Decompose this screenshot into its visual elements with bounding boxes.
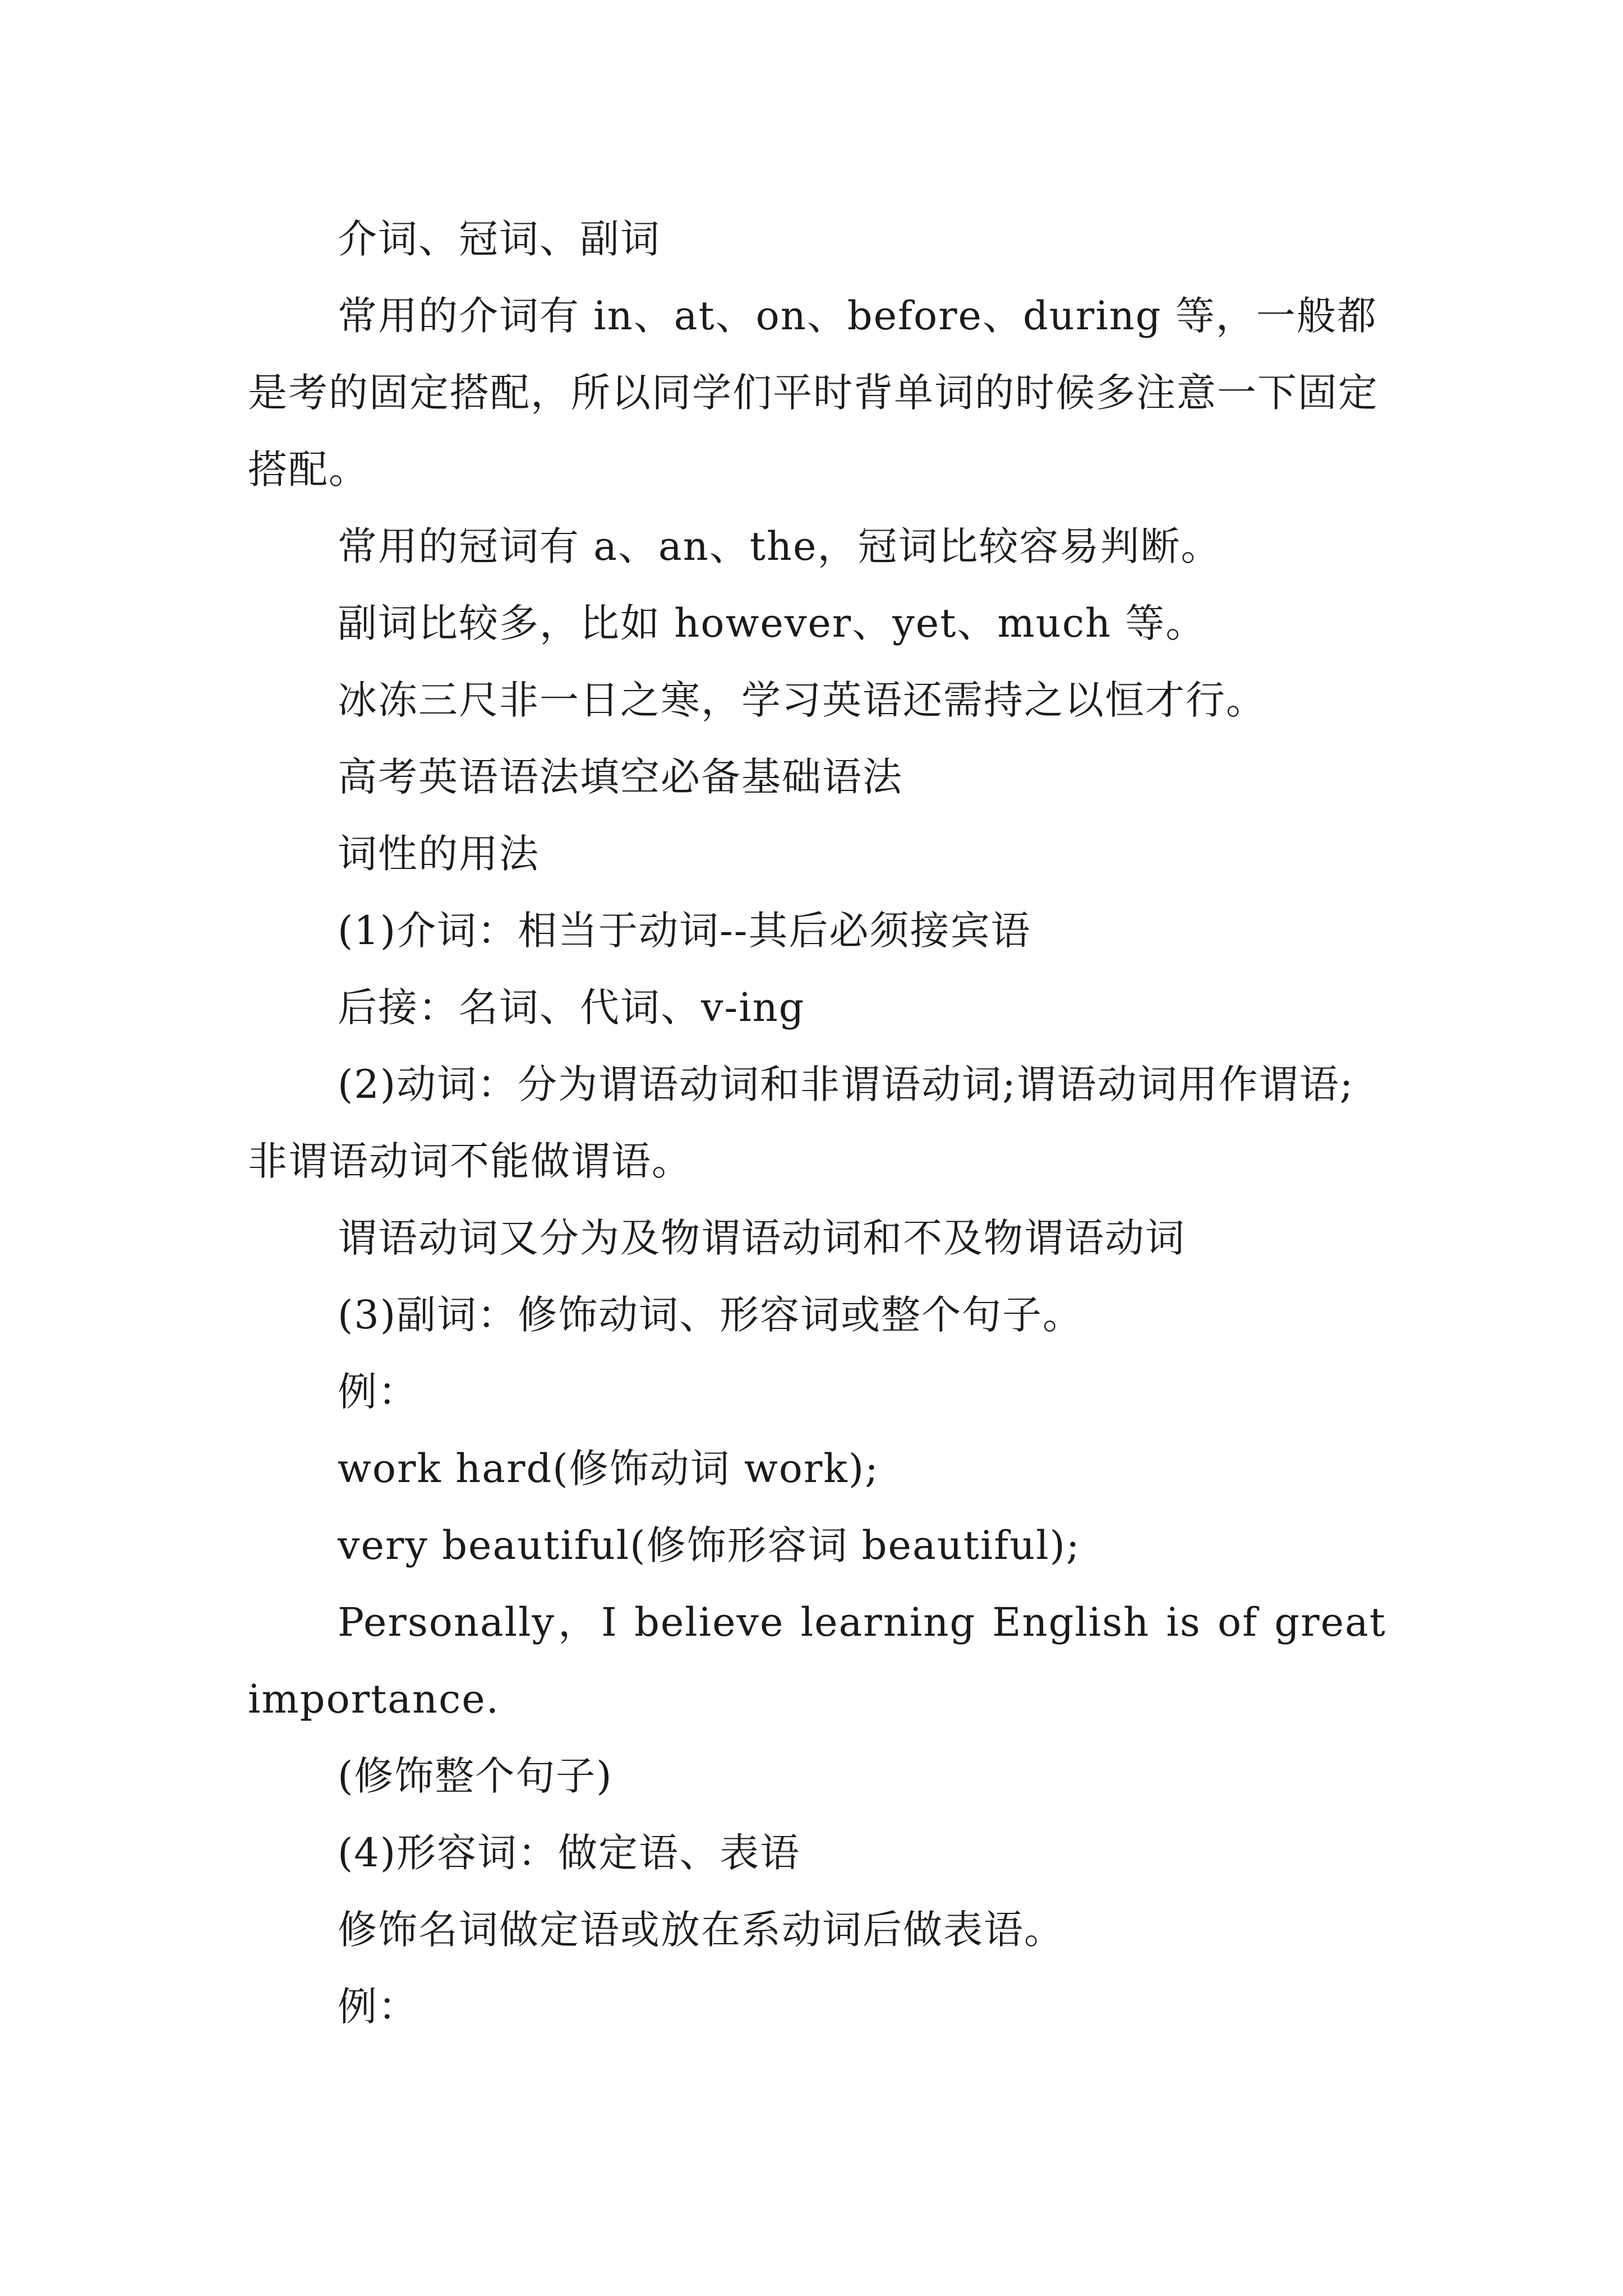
item-verb: (2)动词：分为谓语动词和非谓语动词;谓语动词用作谓语;非谓语动词不能做谓语。 <box>248 1061 1354 1184</box>
example-label-adverb: 例： <box>338 1369 418 1415</box>
item-verb-types: 谓语动词又分为及物谓语动词和不及物谓语动词 <box>338 1215 1186 1261</box>
example-work-hard: work hard(修饰动词 work); <box>338 1446 879 1492</box>
heading-word-class-usage: 词性的用法 <box>338 831 540 877</box>
paragraph-prepositions: 常用的介词有 in、at、on、before、during 等，一般都是考的固定搭配，所以同学们平时背单词的时候多注意一下固定搭配。 <box>248 293 1378 493</box>
example-personally-note: (修饰整个句子) <box>338 1753 613 1799</box>
example-very-beautiful: very beautiful(修饰形容词 beautiful); <box>338 1522 1081 1568</box>
item-preposition: (1)介词：相当于动词--其后必须接宾语 <box>338 908 1031 954</box>
item-preposition-objects: 后接：名词、代词、v-ing <box>338 984 805 1030</box>
example-label-adjective: 例： <box>338 1984 418 2030</box>
item-adverb: (3)副词：修饰动词、形容词或整个句子。 <box>338 1292 1083 1338</box>
item-adjective-usage: 修饰名词做定语或放在系动词后做表语。 <box>338 1907 1064 1953</box>
paragraph-proverb: 冰冻三尺非一日之寒，学习英语还需持之以恒才行。 <box>338 677 1266 723</box>
item-adjective: (4)形容词：做定语、表语 <box>338 1830 801 1876</box>
example-personally: Personally，I believe learning English is of great importance. <box>248 1599 1386 1722</box>
paragraph-adverbs: 副词比较多，比如 however、yet、much 等。 <box>338 600 1206 646</box>
paragraph-articles: 常用的冠词有 a、an、the，冠词比较容易判断。 <box>338 523 1221 569</box>
heading-basic-grammar: 高考英语语法填空必备基础语法 <box>338 754 903 800</box>
heading-prepositions-articles-adverbs: 介词、冠词、副词 <box>338 216 661 262</box>
document-body <box>248 201 1386 2045</box>
